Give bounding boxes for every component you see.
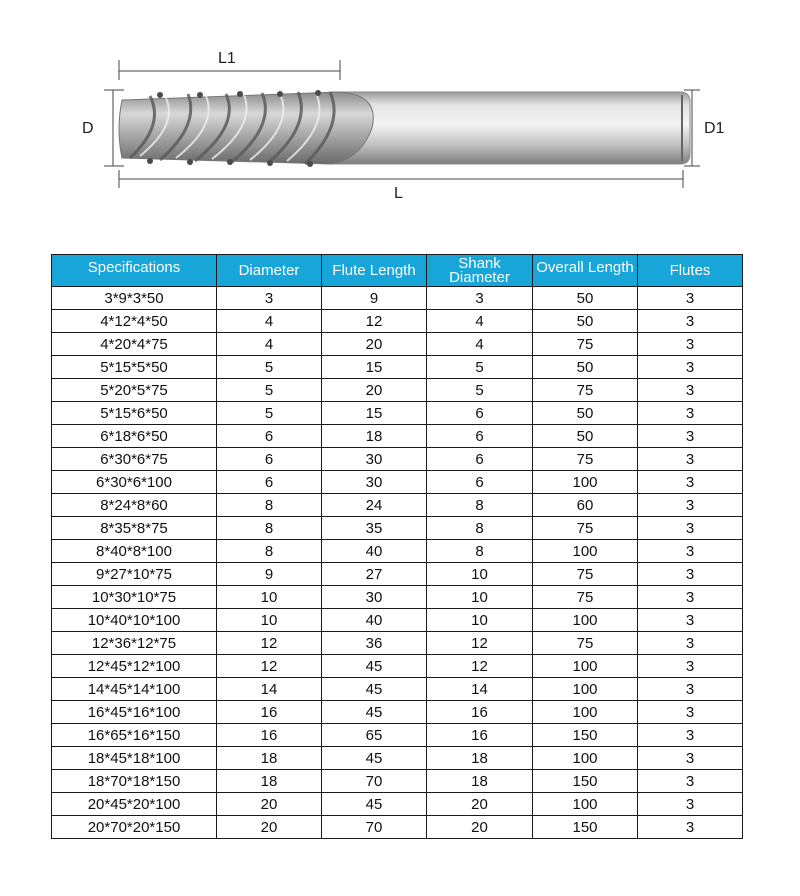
cell-diameter: 14 (217, 678, 322, 701)
cell-shank-diameter: 6 (427, 425, 533, 448)
cell-specification: 14*45*14*100 (52, 678, 217, 701)
cell-flutes: 3 (638, 724, 743, 747)
cell-flutes: 3 (638, 701, 743, 724)
cell-flutes: 3 (638, 747, 743, 770)
cell-flute-length: 27 (322, 563, 427, 586)
cell-diameter: 6 (217, 425, 322, 448)
cell-shank-diameter: 16 (427, 724, 533, 747)
cell-overall-length: 75 (533, 563, 638, 586)
header-flute-length: Flute Length (322, 255, 427, 287)
cell-flute-length: 40 (322, 540, 427, 563)
cell-overall-length: 100 (533, 540, 638, 563)
cell-diameter: 8 (217, 494, 322, 517)
cell-shank-diameter: 8 (427, 494, 533, 517)
table-row (52, 563, 743, 586)
cell-flute-length: 45 (322, 701, 427, 724)
cell-diameter: 16 (217, 701, 322, 724)
cell-specification: 6*18*6*50 (52, 425, 217, 448)
overall-length-label: L (394, 185, 403, 202)
cell-specification: 18*70*18*150 (52, 770, 217, 793)
cell-flute-length: 40 (322, 609, 427, 632)
table-row (52, 724, 743, 747)
table-body (52, 287, 743, 839)
cell-flutes: 3 (638, 448, 743, 471)
table-row (52, 816, 743, 839)
table-row (52, 540, 743, 563)
cell-specification: 3*9*3*50 (52, 287, 217, 310)
cell-overall-length: 100 (533, 747, 638, 770)
cell-diameter: 3 (217, 287, 322, 310)
cell-flutes: 3 (638, 586, 743, 609)
cell-flute-length: 30 (322, 448, 427, 471)
cell-overall-length: 100 (533, 471, 638, 494)
cell-shank-diameter: 20 (427, 816, 533, 839)
cell-specification: 4*20*4*75 (52, 333, 217, 356)
cell-diameter: 20 (217, 793, 322, 816)
cell-flute-length: 70 (322, 816, 427, 839)
cell-diameter: 4 (217, 333, 322, 356)
cell-diameter: 18 (217, 770, 322, 793)
cell-specification: 16*45*16*100 (52, 701, 217, 724)
cell-flutes: 3 (638, 563, 743, 586)
cell-shank-diameter: 18 (427, 770, 533, 793)
cell-specification: 10*30*10*75 (52, 586, 217, 609)
table-row (52, 402, 743, 425)
cell-flute-length: 45 (322, 793, 427, 816)
cell-diameter: 5 (217, 356, 322, 379)
cell-flute-length: 20 (322, 333, 427, 356)
cell-specification: 9*27*10*75 (52, 563, 217, 586)
cell-diameter: 4 (217, 310, 322, 333)
cell-specification: 8*35*8*75 (52, 517, 217, 540)
cell-overall-length: 150 (533, 724, 638, 747)
cell-shank-diameter: 20 (427, 793, 533, 816)
header-shank-diameter: Shank Diameter (427, 255, 533, 287)
cell-flute-length: 30 (322, 471, 427, 494)
cell-flutes: 3 (638, 287, 743, 310)
cell-flutes: 3 (638, 540, 743, 563)
cell-flutes: 3 (638, 402, 743, 425)
cell-overall-length: 75 (533, 586, 638, 609)
header-specifications: Specifications (52, 255, 217, 287)
cell-overall-length: 50 (533, 356, 638, 379)
table-header-row (52, 255, 743, 287)
cell-specification: 10*40*10*100 (52, 609, 217, 632)
cell-specification: 4*12*4*50 (52, 310, 217, 333)
cell-specification: 12*36*12*75 (52, 632, 217, 655)
cell-shank-diameter: 14 (427, 678, 533, 701)
table-row (52, 609, 743, 632)
cell-specification: 5*20*5*75 (52, 379, 217, 402)
end-mill-drawing (0, 0, 800, 230)
cell-overall-length: 50 (533, 402, 638, 425)
cell-diameter: 5 (217, 379, 322, 402)
cell-flute-length: 18 (322, 425, 427, 448)
cell-overall-length: 100 (533, 655, 638, 678)
cell-overall-length: 75 (533, 333, 638, 356)
cell-shank-diameter: 10 (427, 609, 533, 632)
cell-specification: 5*15*5*50 (52, 356, 217, 379)
cell-flute-length: 24 (322, 494, 427, 517)
table-row (52, 517, 743, 540)
cell-shank-diameter: 3 (427, 287, 533, 310)
cell-shank-diameter: 6 (427, 471, 533, 494)
table-row (52, 287, 743, 310)
cell-specification: 18*45*18*100 (52, 747, 217, 770)
table-row (52, 310, 743, 333)
cell-flutes: 3 (638, 333, 743, 356)
cell-flute-length: 9 (322, 287, 427, 310)
cell-diameter: 8 (217, 517, 322, 540)
cell-flutes: 3 (638, 310, 743, 333)
table-row (52, 586, 743, 609)
cell-flute-length: 45 (322, 747, 427, 770)
cell-flute-length: 70 (322, 770, 427, 793)
cell-overall-length: 75 (533, 379, 638, 402)
cell-shank-diameter: 18 (427, 747, 533, 770)
cell-flute-length: 30 (322, 586, 427, 609)
cell-flutes: 3 (638, 379, 743, 402)
table-row (52, 793, 743, 816)
cell-flutes: 3 (638, 816, 743, 839)
cell-shank-diameter: 10 (427, 586, 533, 609)
cell-diameter: 18 (217, 747, 322, 770)
table-row (52, 494, 743, 517)
cell-specification: 8*40*8*100 (52, 540, 217, 563)
cell-shank-diameter: 10 (427, 563, 533, 586)
cell-flutes: 3 (638, 609, 743, 632)
cell-diameter: 6 (217, 471, 322, 494)
table-row (52, 448, 743, 471)
cell-flutes: 3 (638, 471, 743, 494)
cell-overall-length: 150 (533, 816, 638, 839)
cell-flutes: 3 (638, 655, 743, 678)
cell-flute-length: 15 (322, 356, 427, 379)
cell-specification: 12*45*12*100 (52, 655, 217, 678)
table-row (52, 770, 743, 793)
cell-flutes: 3 (638, 356, 743, 379)
cell-overall-length: 100 (533, 609, 638, 632)
cell-specification: 8*24*8*60 (52, 494, 217, 517)
cell-specification: 20*45*20*100 (52, 793, 217, 816)
table-row (52, 333, 743, 356)
table-row (52, 655, 743, 678)
cell-shank-diameter: 4 (427, 333, 533, 356)
cell-flute-length: 35 (322, 517, 427, 540)
cell-shank-diameter: 8 (427, 540, 533, 563)
cell-flute-length: 45 (322, 678, 427, 701)
cell-specification: 20*70*20*150 (52, 816, 217, 839)
cell-shank-diameter: 8 (427, 517, 533, 540)
cell-diameter: 16 (217, 724, 322, 747)
diameter-label: D (82, 120, 94, 137)
table-row (52, 747, 743, 770)
cell-diameter: 5 (217, 402, 322, 425)
cell-diameter: 9 (217, 563, 322, 586)
cell-shank-diameter: 5 (427, 379, 533, 402)
cell-diameter: 20 (217, 816, 322, 839)
cell-overall-length: 150 (533, 770, 638, 793)
cell-flute-length: 36 (322, 632, 427, 655)
cell-flute-length: 15 (322, 402, 427, 425)
cell-overall-length: 75 (533, 448, 638, 471)
cell-overall-length: 75 (533, 517, 638, 540)
specification-table (51, 254, 743, 839)
cell-specification: 6*30*6*100 (52, 471, 217, 494)
cell-shank-diameter: 16 (427, 701, 533, 724)
cell-flutes: 3 (638, 517, 743, 540)
cell-overall-length: 60 (533, 494, 638, 517)
cell-flute-length: 20 (322, 379, 427, 402)
table-row (52, 632, 743, 655)
cell-flute-length: 12 (322, 310, 427, 333)
table-row (52, 678, 743, 701)
cell-specification: 5*15*6*50 (52, 402, 217, 425)
cell-shank-diameter: 4 (427, 310, 533, 333)
cell-overall-length: 100 (533, 701, 638, 724)
table-row (52, 379, 743, 402)
cell-overall-length: 50 (533, 310, 638, 333)
cell-flutes: 3 (638, 632, 743, 655)
table-row (52, 425, 743, 448)
table-row (52, 356, 743, 379)
cell-shank-diameter: 6 (427, 402, 533, 425)
cell-diameter: 8 (217, 540, 322, 563)
cell-shank-diameter: 5 (427, 356, 533, 379)
cell-flutes: 3 (638, 770, 743, 793)
table-row (52, 701, 743, 724)
cell-flutes: 3 (638, 425, 743, 448)
cell-shank-diameter: 6 (427, 448, 533, 471)
cell-shank-diameter: 12 (427, 632, 533, 655)
cell-flutes: 3 (638, 793, 743, 816)
shank-diameter-label: D1 (704, 120, 725, 137)
cell-flutes: 3 (638, 678, 743, 701)
cell-flutes: 3 (638, 494, 743, 517)
cell-diameter: 10 (217, 586, 322, 609)
cell-specification: 6*30*6*75 (52, 448, 217, 471)
cell-diameter: 12 (217, 655, 322, 678)
header-diameter: Diameter (217, 255, 322, 287)
cell-diameter: 10 (217, 609, 322, 632)
cell-overall-length: 50 (533, 287, 638, 310)
cell-overall-length: 100 (533, 793, 638, 816)
cell-shank-diameter: 12 (427, 655, 533, 678)
cell-overall-length: 75 (533, 632, 638, 655)
header-overall-length: Overall Length (533, 255, 638, 287)
header-flutes: Flutes (638, 255, 743, 287)
table-row (52, 471, 743, 494)
cell-overall-length: 50 (533, 425, 638, 448)
cell-overall-length: 100 (533, 678, 638, 701)
cell-flute-length: 65 (322, 724, 427, 747)
cell-flute-length: 45 (322, 655, 427, 678)
cell-diameter: 6 (217, 448, 322, 471)
flute-length-label: L1 (218, 50, 236, 67)
cell-diameter: 12 (217, 632, 322, 655)
cell-specification: 16*65*16*150 (52, 724, 217, 747)
